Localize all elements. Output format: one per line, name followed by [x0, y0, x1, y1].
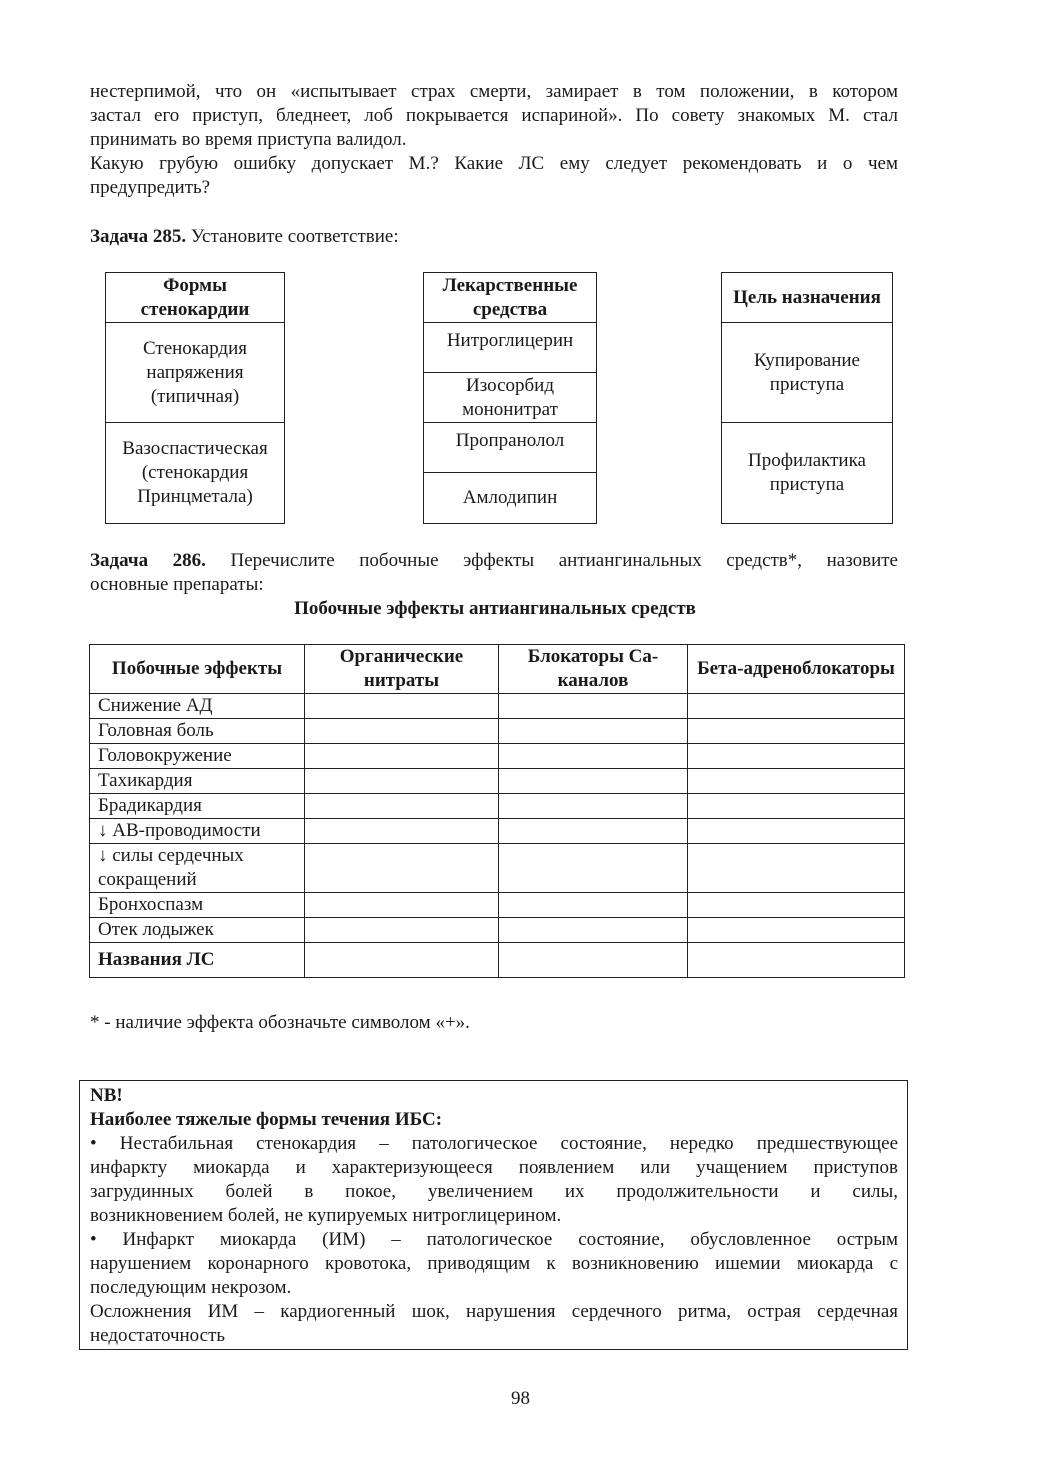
drugs-item-4: Амлодипин	[462, 487, 558, 508]
answer-cell[interactable]	[305, 844, 499, 893]
footnote: * - наличие эффекта обозначьте символом «+».	[90, 1012, 470, 1033]
table-title: Побочные эффекты антиангинальных средств	[294, 598, 696, 619]
table-row-drug-names	[90, 943, 905, 978]
answer-cell[interactable]	[688, 844, 905, 893]
forms-box	[105, 272, 285, 524]
task-286-label: Задача 286.	[90, 550, 206, 571]
table-row	[90, 794, 905, 819]
column-header: Бета-адреноблокаторы	[688, 645, 905, 694]
answer-cell[interactable]	[305, 769, 499, 794]
intro-line: застал его приступ, бледнеет, лоб покрывается испариной». По совету знакомых М. стал	[90, 105, 898, 126]
table-header-row	[90, 645, 905, 694]
row-label: Снижение АД	[90, 694, 305, 719]
answer-cell[interactable]	[688, 943, 905, 978]
row-label: Брадикардия	[90, 794, 305, 819]
nb-line: загрудинных болей в покое, увеличением их продолжительности и силы,	[90, 1181, 898, 1202]
drugs-item-2: Изосорбид мононитрат	[424, 373, 596, 423]
answer-cell[interactable]	[688, 918, 905, 943]
side-effects-table	[89, 644, 905, 978]
answer-cell[interactable]	[305, 694, 499, 719]
forms-header: Формы стенокардии	[106, 273, 284, 323]
nb-box	[79, 1080, 908, 1350]
nb-line: • Нестабильная стенокардия – патологическое состояние, нередко предшествующее	[90, 1133, 898, 1154]
page-number: 98	[511, 1388, 530, 1409]
nb-line: недостаточность	[90, 1325, 226, 1346]
purpose-item-1: Купирование приступа	[722, 323, 892, 423]
answer-cell[interactable]	[688, 819, 905, 844]
intro-paragraph	[90, 80, 898, 200]
task-286-text: Перечислите побочные эффекты антиангинальных средств*, назовите	[205, 550, 898, 571]
intro-line: принимать во время приступа валидол.	[90, 129, 407, 150]
answer-cell[interactable]	[688, 769, 905, 794]
row-label: Головокружение	[90, 744, 305, 769]
intro-line: нестерпимой, что он «испытывает страх смерти, замирает в том положении, в котором	[90, 81, 898, 102]
row-label: ↓ АВ-проводимости	[90, 819, 305, 844]
answer-cell[interactable]	[688, 719, 905, 744]
task-286-heading	[90, 549, 898, 597]
nb-line: возникновением болей, не купируемых нитроглицерином.	[90, 1205, 562, 1226]
answer-cell[interactable]	[499, 744, 688, 769]
answer-cell[interactable]	[499, 794, 688, 819]
column-header: Органические нитраты	[305, 645, 499, 694]
row-label: Бронхоспазм	[90, 893, 305, 918]
row-label: ↓ силы сердечных сокращений	[90, 844, 305, 893]
drugs-item-3: Пропранолол	[424, 423, 596, 473]
purpose-box	[721, 272, 893, 524]
table-row	[90, 769, 905, 794]
row-label: Названия ЛС	[90, 943, 305, 978]
forms-item-2: Вазоспастическая (стенокардия Принцметала)	[122, 438, 268, 507]
nb-subtitle: Наиболее тяжелые формы течения ИБС:	[90, 1109, 443, 1130]
intro-line: предупредить?	[90, 177, 211, 198]
answer-cell[interactable]	[688, 794, 905, 819]
table-row	[90, 918, 905, 943]
answer-cell[interactable]	[688, 744, 905, 769]
table-row	[90, 719, 905, 744]
table-row	[90, 844, 905, 893]
task-285-heading	[90, 225, 898, 249]
intro-line: Какую грубую ошибку допускает М.? Какие ЛС ему следует рекомендовать и о чем	[90, 153, 898, 174]
nb-line: Осложнения ИМ – кардиогенный шок, нарушения сердечного ритма, острая сердечная	[90, 1301, 898, 1322]
answer-cell[interactable]	[688, 694, 905, 719]
task-285-label: Задача 285.	[90, 226, 187, 247]
drugs-item-1: Нитроглицерин	[424, 323, 596, 373]
answer-cell[interactable]	[305, 943, 499, 978]
column-header: Побочные эффекты	[90, 645, 305, 694]
task-286-text-2: основные препараты:	[90, 574, 264, 595]
drugs-box	[423, 272, 597, 524]
table-row	[90, 893, 905, 918]
nb-line: • Инфаркт миокарда (ИМ) – патологическое состояние, обусловленное острым	[90, 1229, 898, 1250]
row-label: Головная боль	[90, 719, 305, 744]
answer-cell[interactable]	[305, 918, 499, 943]
nb-line: нарушением коронарного кровотока, приводящим к возникновению ишемии миокарда с	[90, 1253, 898, 1274]
answer-cell[interactable]	[305, 794, 499, 819]
answer-cell[interactable]	[499, 694, 688, 719]
nb-line: последующим некрозом.	[90, 1277, 292, 1298]
answer-cell[interactable]	[499, 918, 688, 943]
table-row	[90, 744, 905, 769]
row-label: Отек лодыжек	[90, 918, 305, 943]
nb-paragraph-complications	[90, 1300, 898, 1348]
answer-cell[interactable]	[688, 893, 905, 918]
forms-item-1: Стенокардия напряжения (типичная)	[106, 323, 284, 423]
row-label: Тахикардия	[90, 769, 305, 794]
nb-paragraph-unstable-angina	[90, 1132, 898, 1228]
purpose-header: Цель назначения	[722, 273, 892, 323]
answer-cell[interactable]	[499, 893, 688, 918]
nb-paragraph-mi	[90, 1228, 898, 1300]
purpose-item-2: Профилактика приступа	[748, 450, 866, 495]
answer-cell[interactable]	[305, 744, 499, 769]
answer-cell[interactable]	[499, 719, 688, 744]
drugs-header: Лекарственные средства	[424, 273, 596, 323]
answer-cell[interactable]	[499, 769, 688, 794]
answer-cell[interactable]	[499, 943, 688, 978]
answer-cell[interactable]	[499, 844, 688, 893]
answer-cell[interactable]	[305, 719, 499, 744]
nb-title: NB!	[90, 1085, 123, 1106]
table-row	[90, 819, 905, 844]
answer-cell[interactable]	[305, 819, 499, 844]
table-row	[90, 694, 905, 719]
column-header: Блокаторы Са-каналов	[499, 645, 688, 694]
answer-cell[interactable]	[499, 819, 688, 844]
task-285-text: Установите соответствие:	[186, 226, 399, 247]
answer-cell[interactable]	[305, 893, 499, 918]
nb-line: инфаркту миокарда и характеризующееся появлением или учащением приступов	[90, 1157, 898, 1178]
